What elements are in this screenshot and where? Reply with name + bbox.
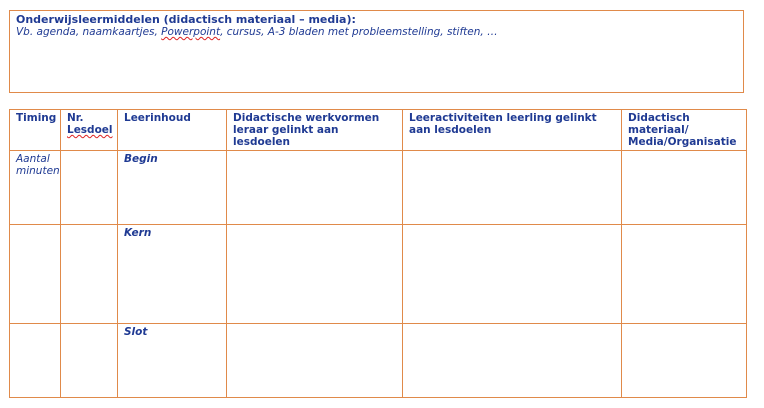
header-activities: Leeractiviteiten leerling gelinkt aan lesdoelen xyxy=(403,110,622,151)
timing-cell[interactable] xyxy=(10,324,61,398)
material-cell[interactable] xyxy=(622,225,747,324)
material-cell[interactable] xyxy=(622,151,747,225)
methods-cell[interactable] xyxy=(227,324,403,398)
header-lesdoel-flagged: Lesdoel xyxy=(67,124,113,136)
material-cell[interactable] xyxy=(622,324,747,398)
spelling-flagged-word: Powerpoint xyxy=(161,26,221,38)
materials-example-start: Vb. agenda, naamkaartjes, xyxy=(16,26,162,38)
methods-cell[interactable] xyxy=(227,151,403,225)
table-row xyxy=(10,225,747,324)
phase-begin: Begin xyxy=(118,151,227,225)
phase-kern: Kern xyxy=(118,225,227,324)
timing-cell[interactable] xyxy=(10,225,61,324)
methods-cell[interactable] xyxy=(227,225,403,324)
lesson-plan-table xyxy=(9,109,747,398)
materials-example xyxy=(16,26,737,39)
materials-box xyxy=(9,10,744,93)
minutes-note: Aantal minuten xyxy=(10,151,61,225)
materials-example-end: , cursus, A-3 bladen met probleemstelling, stiften, … xyxy=(220,26,498,38)
table-row xyxy=(10,324,747,398)
phase-slot: Slot xyxy=(118,324,227,398)
nr-cell[interactable] xyxy=(61,324,118,398)
header-material: Didactisch materiaal/ Media/Organisatie xyxy=(622,110,747,151)
nr-cell[interactable] xyxy=(61,225,118,324)
activities-cell[interactable] xyxy=(403,324,622,398)
activities-cell[interactable] xyxy=(403,151,622,225)
nr-cell[interactable] xyxy=(61,151,118,225)
activities-cell[interactable] xyxy=(403,225,622,324)
header-methods: Didactische werkvormen leraar gelinkt aan lesdoelen xyxy=(227,110,403,151)
materials-title: Onderwijsleermiddelen (didactisch materiaal – media): xyxy=(16,13,356,26)
header-timing: Timing xyxy=(10,110,61,151)
header-nr-label: Nr. xyxy=(67,112,84,124)
header-content: Leerinhoud xyxy=(118,110,227,151)
header-nr-lesdoel xyxy=(61,110,118,151)
table-row xyxy=(10,151,747,225)
header-row xyxy=(10,110,747,151)
